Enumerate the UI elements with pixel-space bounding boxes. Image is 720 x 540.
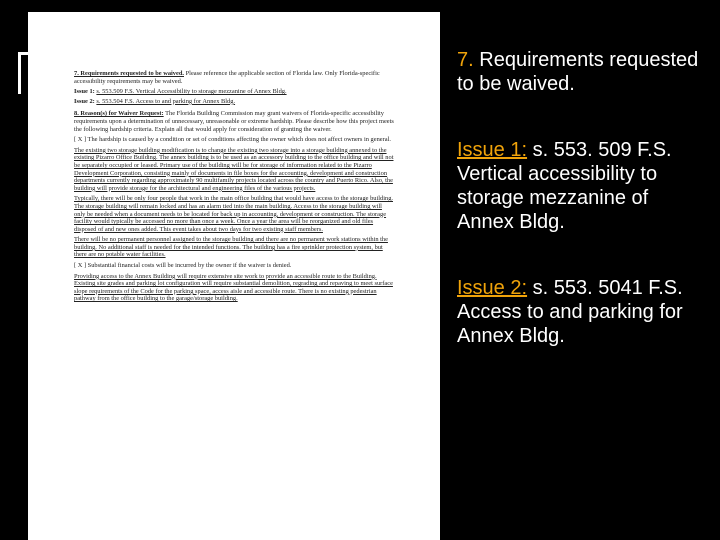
doc-paragraph-1: The existing two storage building modification is to change the existing two storage into a storage building annexed to the existing Pizarro Office Building. The annex building is to be used as an accessory building to the office building and will not be separately occupied or leased. Primary use of the building will be for storage of information related to the Pizarro Development Corporation, consisting mainly of documents in file boxes for the accounting, development and construction departments currently regarding approximately 90 multifamily projects located across the country and Puerto Rico. Also, the building will provide storage for the architectural and engineering files of the various projects.	[74, 146, 394, 192]
issue-1	[457, 138, 707, 234]
issue-1-text: s. 553. 509 F.S. Vertical accessibility to storage mezzanine of Annex Bldg.	[457, 139, 672, 233]
doc-section7-text: Please reference the applicable section of Florida law. Only Florida-specific accessibility requirements may be waived.	[74, 70, 380, 85]
doc-section7	[74, 70, 394, 85]
slide-heading	[457, 48, 707, 96]
corner-bar-vertical	[18, 52, 21, 94]
doc-issue2-text: s. 553.504 F.S. Access to and parking for Annex Bldg.	[96, 97, 236, 105]
slide-text	[457, 48, 707, 390]
doc-issue2-label: Issue 2:	[74, 97, 95, 105]
doc-paragraph-4: Providing access to the Annex Building will require extensive site work to provide an accessible route to the Building. Existing site grades and parking lot configuration will require substantial demolition, regrading and repaving to meet surface slope requirements of the Code for the parking space, access aisle and accessible route. There is no existing pedestrian pathway from the office building to the garage/storage building.	[74, 272, 393, 303]
document-text	[74, 70, 394, 306]
doc-criterion2: [ X ] Substantial financial costs will be incurred by the owner if the waiver is denied.	[74, 262, 292, 270]
issue-2-text: s. 553. 5041 F.S. Access to and parking for Annex Bldg.	[457, 277, 683, 347]
doc-issue1	[74, 88, 394, 96]
document-image	[28, 12, 440, 540]
doc-issue1-text: s. 553.509 F.S. Vertical Accessibility to storage mezzanine of Annex Bldg.	[96, 88, 287, 96]
doc-issue1-label: Issue 1:	[74, 88, 95, 96]
doc-paragraph-2: Typically, there will be only four people that work in the main office building that would have access to the storage building. The storage building will remain locked and has an alarm tied into the main building. Access to the storage building will only be needed when a document needs to be located for back up in accounting, development or construction. The storage facility would typically be accessed no more than once a week. Once a year the area will be reorganized and old files disposed of and new ones added. This event takes about two days for two existing staff members.	[74, 195, 393, 233]
doc-criterion1: [ X ] The hardship is caused by a condition or set of conditions affecting the owner which does not affect owners in general.	[74, 136, 391, 144]
issue-1-label: Issue 1:	[457, 139, 528, 161]
doc-issue2	[74, 98, 394, 106]
doc-section8-text: The Florida Building Commission may grant waivers of Florida-specific accessibility requirements upon a determination of unnecessary, unreasonable or extreme hardship. Please describe how this project meets the following hardship criteria. Explain all that would apply for consideration of granting the waiver.	[74, 110, 394, 133]
doc-section8	[74, 110, 394, 133]
issue-2-label: Issue 2:	[457, 277, 528, 299]
heading-text: Requirements requested to be waived.	[457, 49, 699, 95]
doc-section7-title: 7. Requirements requested to be waived.	[74, 70, 184, 77]
heading-number: 7.	[457, 49, 474, 71]
issue-2	[457, 276, 707, 348]
doc-paragraph-3: There will be no permanent personnel assigned to the storage building and there are no permanent work stations within the building. No additional staff is needed for the intended functions. The building has a fire sprinkler protection system, but there are no potable water facilities.	[74, 236, 388, 259]
doc-section8-title: 8. Reason(s) for Waiver Request:	[74, 110, 164, 118]
